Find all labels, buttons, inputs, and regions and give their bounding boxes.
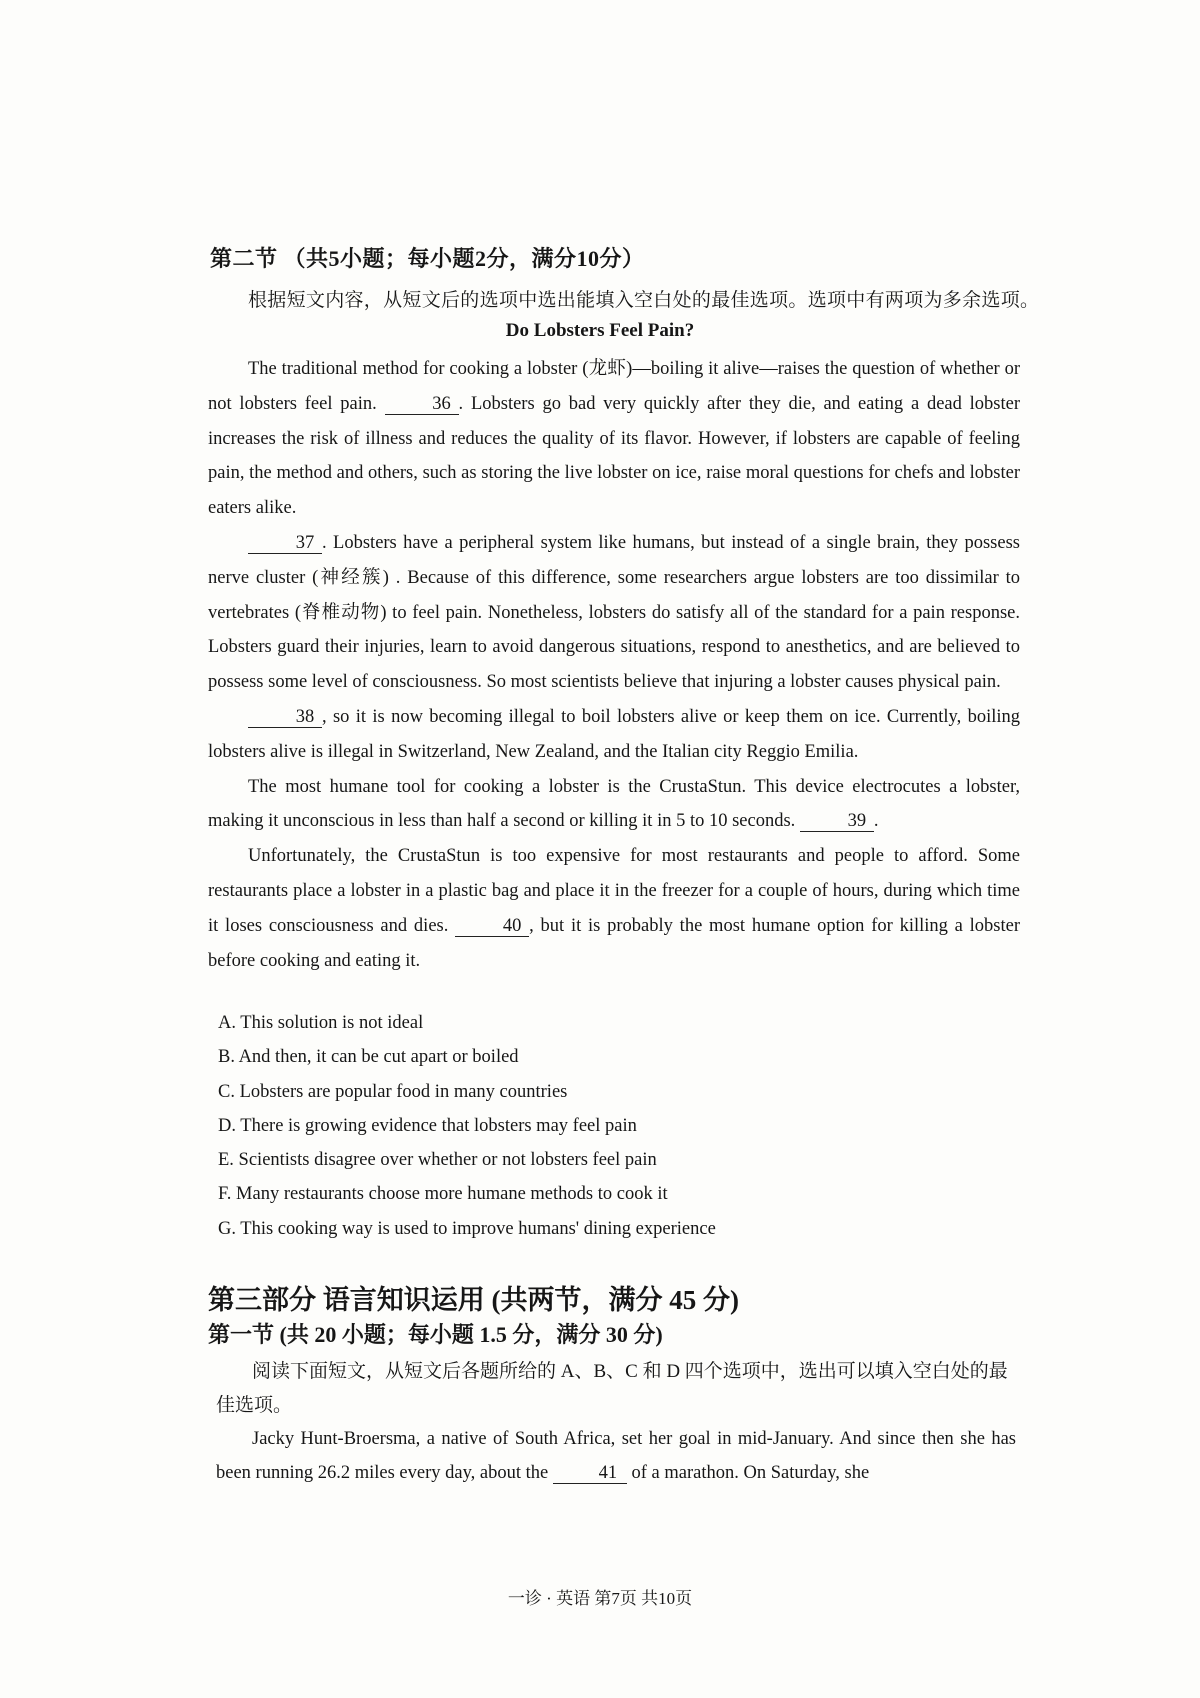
cloze-text-b: of a marathon. On Saturday, she xyxy=(631,1463,870,1483)
paragraph-3 xyxy=(208,700,1020,770)
paragraph-4 xyxy=(208,770,1020,840)
cloze-passage xyxy=(216,1422,1016,1490)
cloze-text-a: Jacky Hunt-Broersma, a native of South Africa, set her goal in mid-January. And since then she has been running 26.2 miles every day, about the xyxy=(216,1429,1016,1483)
page-footer: 一诊 · 英语 第7页 共10页 xyxy=(507,1589,693,1608)
part-3-instruction: 阅读下面短文，从短文后各题所给的 A、B、C 和 D 四个选项中，选出可以填入空白处的最佳选项。 xyxy=(216,1361,1008,1416)
part-3-heading: 第三部分 语言知识运用 (共两节，满分 45 分) xyxy=(208,1285,739,1315)
paragraph-3-text: , so it is now becoming illegal to boil lobsters alive or keep them on ice. Currently, boiling lobsters alive is illegal in Switzerland, New Zealand, and the Italian city Reggio Emilia. xyxy=(208,706,1020,762)
part-3-section-1-heading: 第一节 (共 20 小题；每小题 1.5 分，满分 30 分) xyxy=(208,1322,663,1347)
paragraph-1-text-a: The traditional method for cooking a lobster (龙虾)—boiling it alive—raises the question of whether or not lobsters feel pain. xyxy=(208,359,1020,414)
option-a: A. This solution is not ideal xyxy=(218,1013,424,1033)
option-b: B. And then, it can be cut apart or boiled xyxy=(218,1047,519,1068)
paragraph-1-text-b: . Lobsters go bad very quickly after they die, and eating a dead lobster increases the risk of illness and reduces the quality of its flavor. However, if lobsters are capable of feeling pain, the method and others, such as storing the live lobster on ice, raise moral questions for chefs and lobster eaters alike. xyxy=(208,393,1021,519)
blank-36: 36 xyxy=(385,394,459,415)
section-2-instruction: 根据短文内容，从短文后的选项中选出能填入空白处的最佳选项。选项中有两项为多余选项。 xyxy=(248,290,1040,311)
blank-41: 41 xyxy=(553,1463,627,1484)
passage-title: Do Lobsters Feel Pain? xyxy=(505,320,695,341)
paragraph-5-text-b: , but it is probably the most humane option for killing a lobster before cooking and eating it. xyxy=(208,915,1020,971)
paragraph-2 xyxy=(208,526,1020,700)
paragraph-2-text: . Lobsters have a peripheral system like humans, but instead of a single brain, they possess nerve cluster (神经簇) . Because of this difference, some researchers argue lobsters are too dissimilar to vertebrates (脊椎动物) to feel pain. Nonetheless, lobsters do satisfy all of the standard for a pain response. Lobsters guard their injuries, learn to avoid dangerous situations, respond to anesthetics, and are believed to possess some level of consciousness. So most scientists believe that injuring a lobster causes physical pain. xyxy=(208,532,1020,693)
paragraph-5 xyxy=(208,839,1020,978)
option-e: E. Scientists disagree over whether or not lobsters feel pain xyxy=(218,1150,657,1171)
paragraph-1 xyxy=(208,352,1020,526)
blank-40: 40 xyxy=(455,916,529,937)
option-d: D. There is growing evidence that lobsters may feel pain xyxy=(218,1115,637,1136)
paragraph-4-text-a: The most humane tool for cooking a lobster is the CrustaStun. This device electrocutes a lobster, making it unconscious in less than half a second or killing it in 5 to 10 seconds. xyxy=(208,776,1020,832)
blank-38: 38 xyxy=(248,707,322,728)
option-c: C. Lobsters are popular food in many countries xyxy=(218,1081,568,1102)
paragraph-4-text-b: . xyxy=(873,811,879,832)
section-2-heading: 第二节 （共5小题；每小题2分，满分10分） xyxy=(210,246,645,271)
option-f: F. Many restaurants choose more humane methods to cook it xyxy=(218,1184,668,1205)
paragraph-5-text-a: Unfortunately, the CrustaStun is too expensive for most restaurants and people to afford. Some restaurants place a lobster in a plastic bag and place it in the freezer for a couple of hours, during which time it loses consciousness and dies. xyxy=(208,846,1020,936)
blank-39: 39 xyxy=(800,811,874,832)
reading-passage xyxy=(208,352,1020,978)
answer-options xyxy=(218,1006,716,1246)
option-g: G. This cooking way is used to improve humans' dining experience xyxy=(218,1218,716,1239)
blank-37: 37 xyxy=(248,533,322,554)
